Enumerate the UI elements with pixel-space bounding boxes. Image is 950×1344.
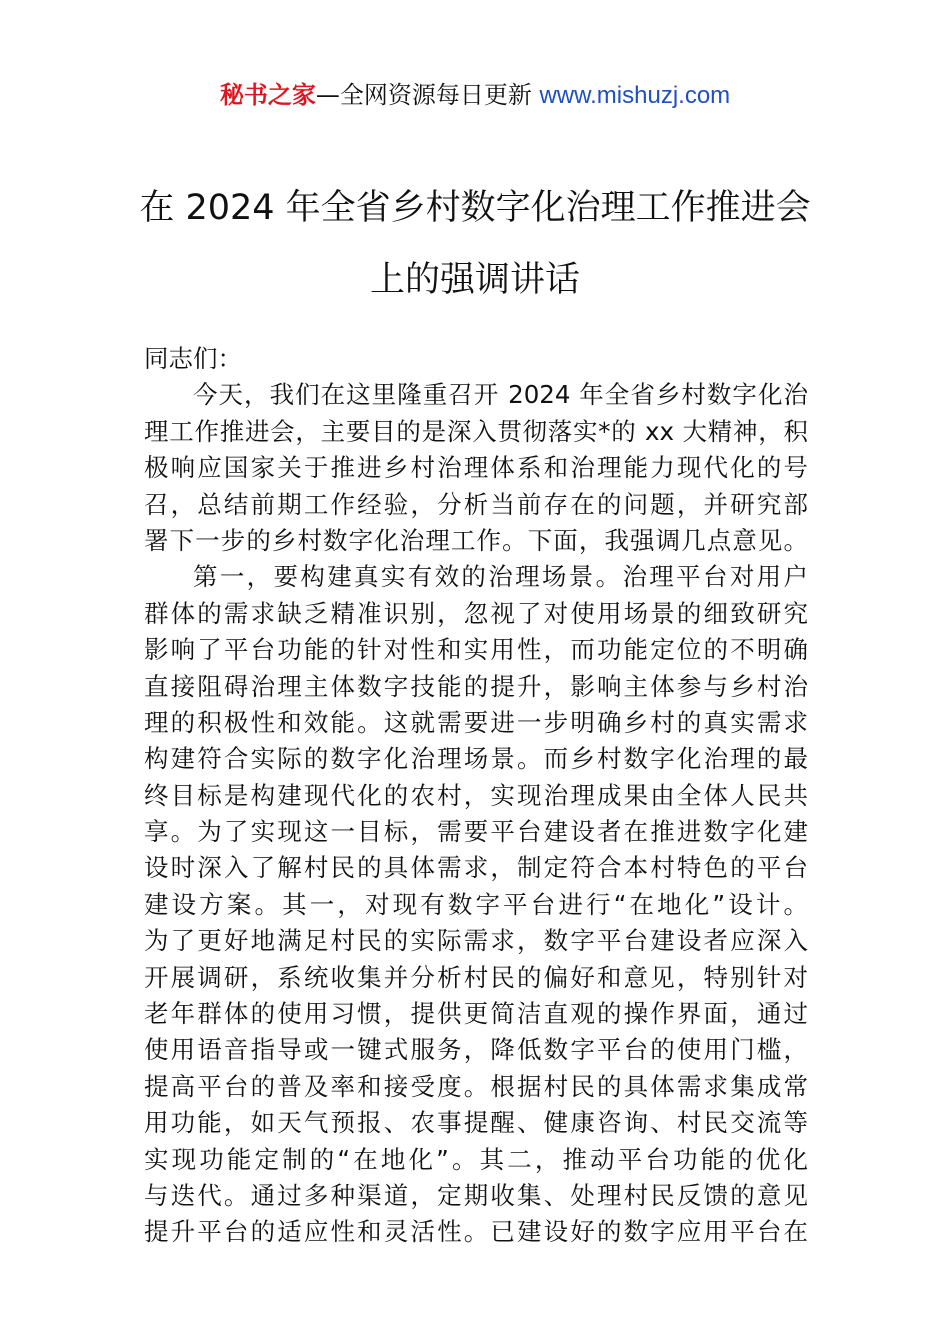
greeting-line: 同志们： — [144, 344, 242, 373]
body-line: 与迭代。通过多种渠道，定期收集、处理村民反馈的意见 — [144, 1180, 808, 1210]
body-line: 用功能，如天气预报、农事提醒、健康咨询、村民交流等 — [144, 1108, 808, 1138]
site-header — [0, 78, 950, 113]
body-line: 署下一步的乡村数字化治理工作。下面，我强调几点意见。 — [144, 525, 808, 555]
body-line: 享。为了实现这一目标，需要平台建设者在推进数字化建 — [144, 817, 808, 847]
body-line: 理工作推进会，主要目的是深入贯彻落实*的 xx 大精神，积 — [144, 416, 808, 446]
body-line: 今天，我们在这里隆重召开 2024 年全省乡村数字化治 — [193, 380, 808, 410]
body-line: 极响应国家关于推进乡村治理体系和治理能力现代化的号 — [144, 453, 808, 483]
body-line: 设时深入了解村民的具体需求，制定符合本村特色的平台 — [144, 853, 808, 883]
body-line: 群体的需求缺乏精准识别，忽视了对使用场景的细致研究 — [144, 598, 808, 628]
body-line: 构建符合实际的数字化治理场景。而乡村数字化治理的最 — [144, 744, 808, 774]
body-line: 为了更好地满足村民的实际需求，数字平台建设者应深入 — [144, 926, 808, 956]
title-line-1: 在 2024 年全省乡村数字化治理工作推进会 — [139, 188, 811, 228]
body-line: 召，总结前期工作经验，分析当前存在的问题，并研究部 — [144, 489, 808, 519]
body-line: 直接阻碍治理主体数字技能的提升，影响主体参与乡村治 — [144, 671, 808, 701]
body-line: 提升平台的适应性和灵活性。已建设好的数字应用平台在 — [144, 1217, 808, 1247]
site-tagline: —全网资源每日更新 — [315, 81, 540, 109]
body-line: 终目标是构建现代化的农村，实现治理成果由全体人民共 — [144, 780, 808, 810]
document-title — [0, 172, 950, 316]
body-line: 实现功能定制的“在地化”。其二，推动平台功能的优化 — [144, 1144, 808, 1174]
body-line: 影响了平台功能的针对性和实用性，而功能定位的不明确 — [144, 635, 808, 665]
body-line: 提高平台的普及率和接受度。根据村民的具体需求集成常 — [144, 1071, 808, 1101]
body-line: 建设方案。其一，对现有数字平台进行“在地化”设计。 — [144, 889, 808, 919]
body-line: 开展调研，系统收集并分析村民的偏好和意见，特别针对 — [144, 962, 808, 992]
site-url-link[interactable]: www.mishuzj.com — [539, 82, 731, 109]
body-line: 理的积极性和效能。这就需要进一步明确乡村的真实需求 — [144, 707, 808, 737]
site-brand: 秘书之家 — [219, 81, 316, 109]
title-line-2: 上的强调讲话 — [369, 260, 580, 300]
body-line: 老年群体的使用习惯，提供更简洁直观的操作界面，通过 — [144, 999, 808, 1029]
document-body — [144, 341, 808, 1251]
body-line: 第一，要构建真实有效的治理场景。治理平台对用户 — [193, 562, 808, 592]
body-line: 使用语音指导或一键式服务，降低数字平台的使用门槛， — [144, 1035, 808, 1065]
